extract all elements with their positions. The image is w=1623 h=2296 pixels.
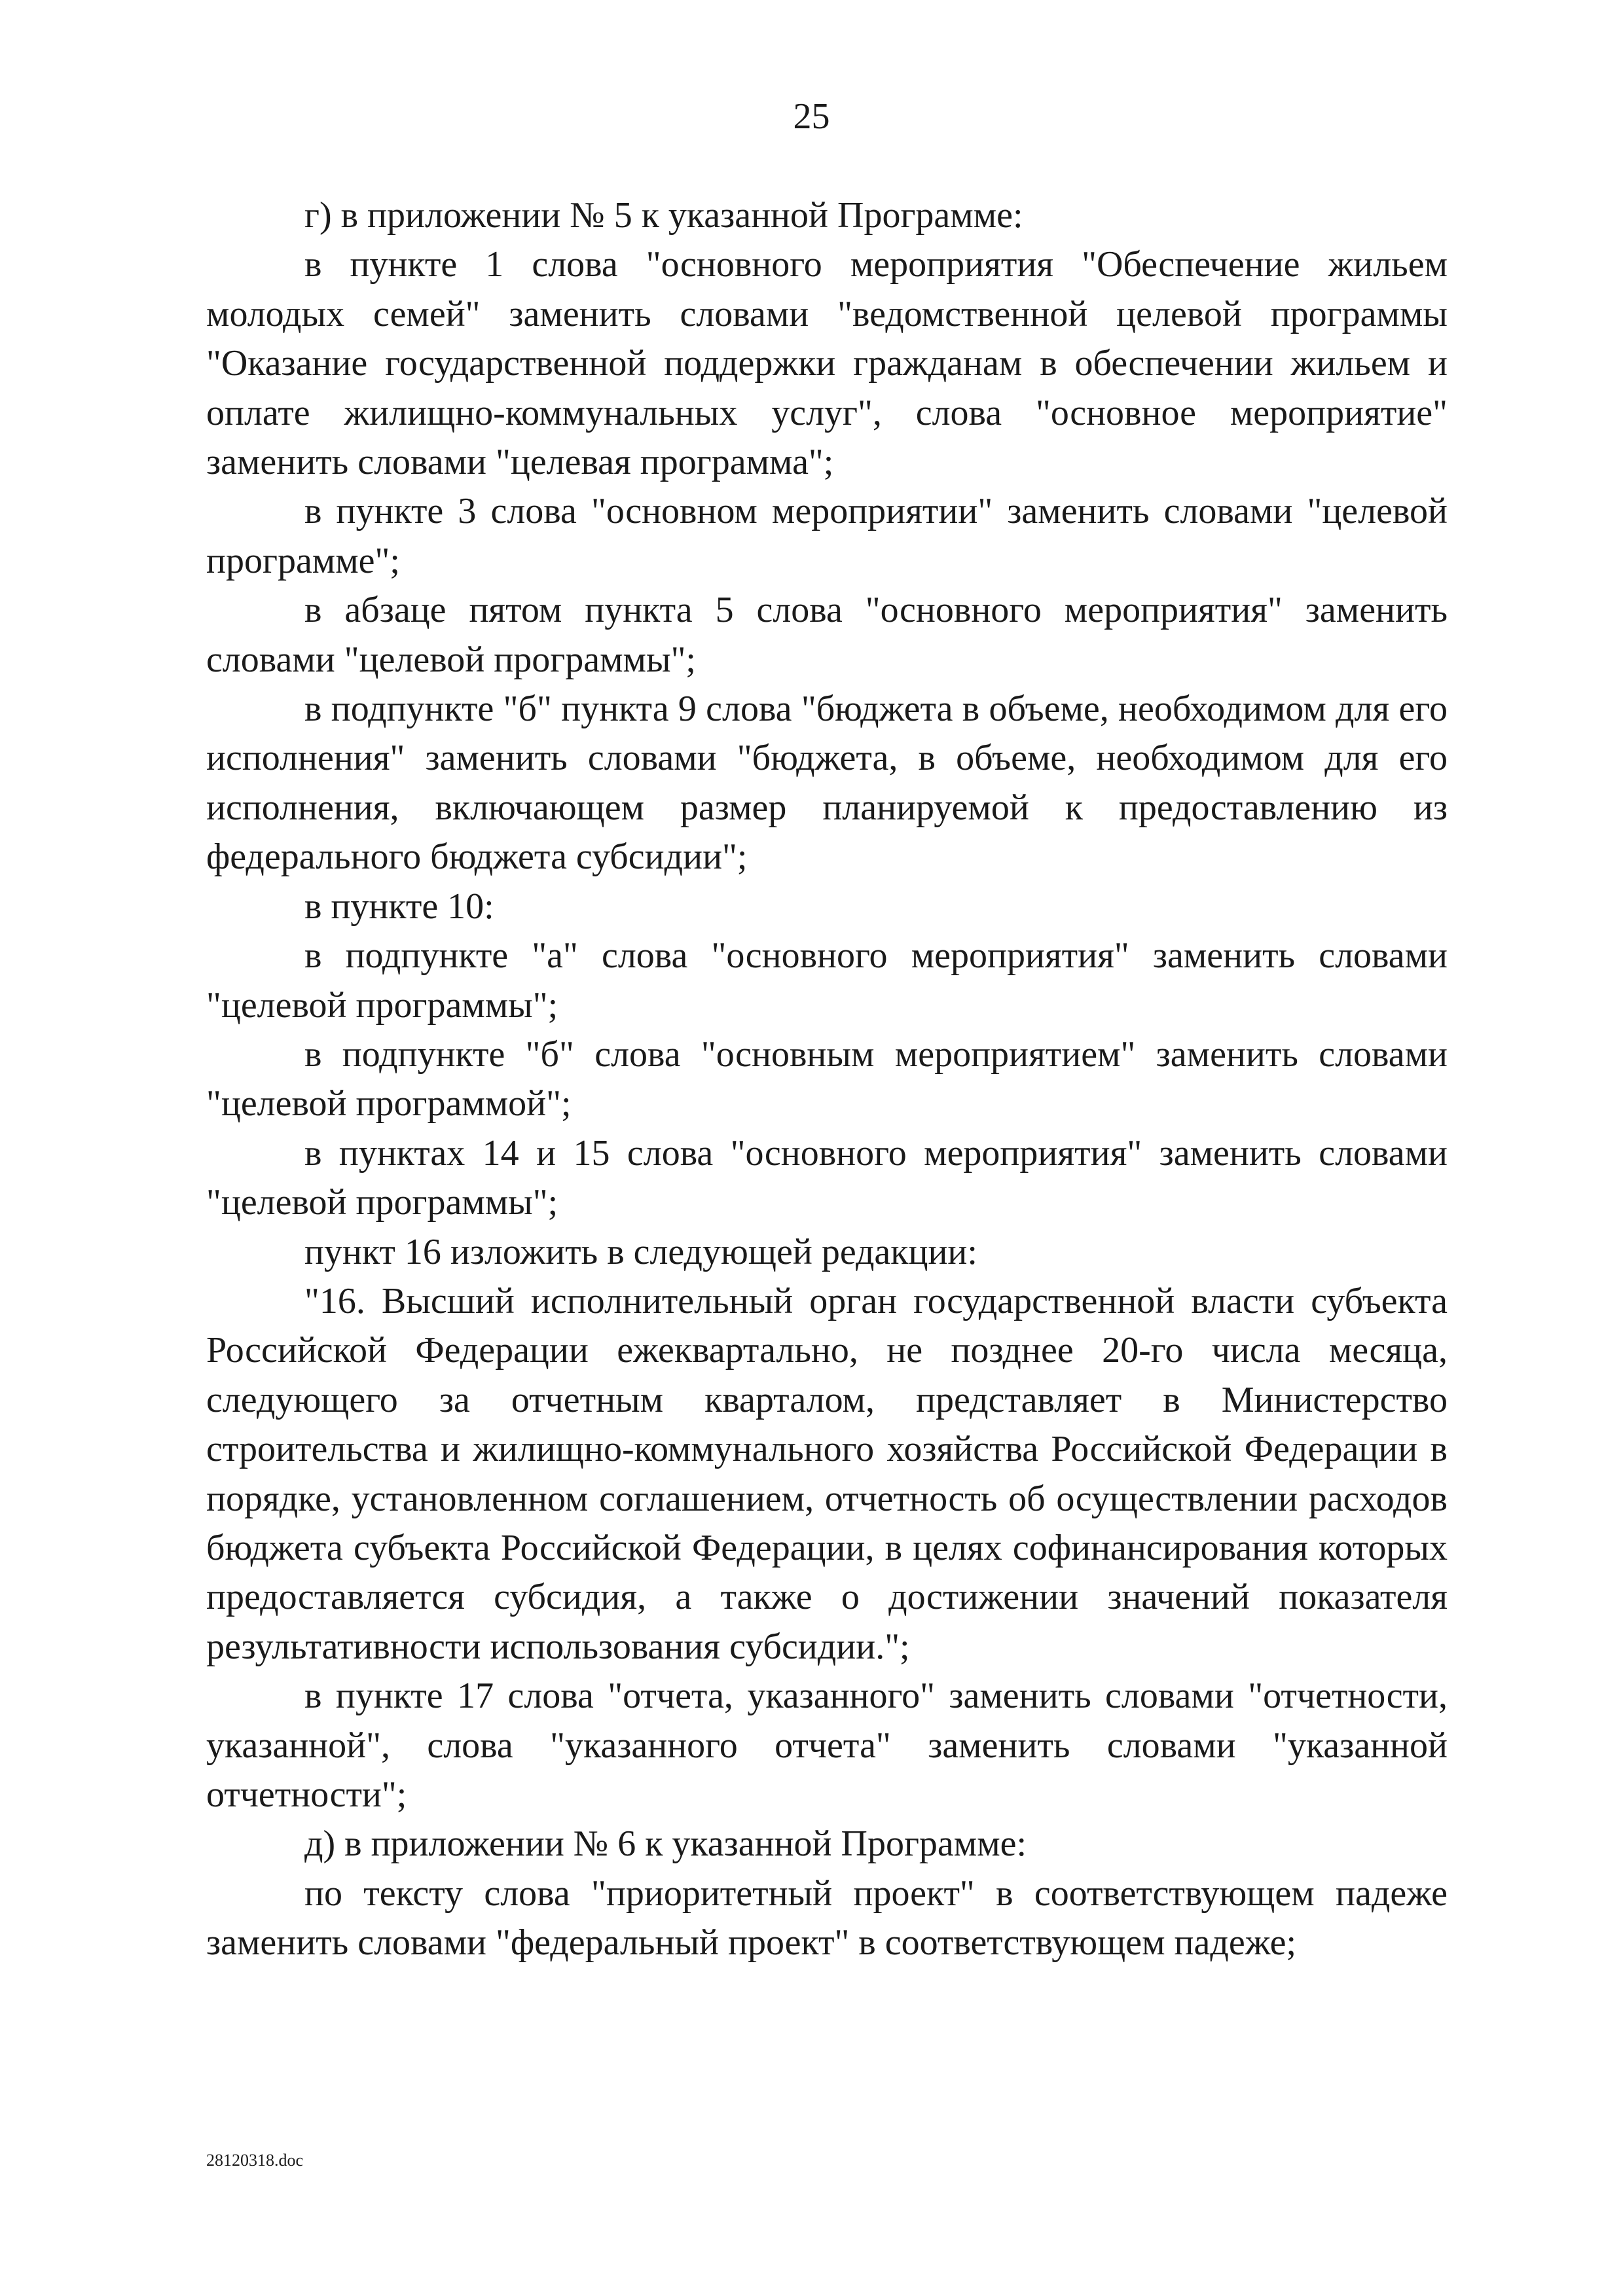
page-number: 25 [793,96,830,137]
paragraph: по тексту слова "приоритетный проект" в соответствующем падеже заменить словами "федеральный проект" в соответствующем падеже; [206,1873,1448,1964]
paragraph: в абзаце пятом пункта 5 слова "основного мероприятия" заменить словами "целевой программы"; [206,590,1448,680]
paragraph: в пункте 17 слова "отчета, указанного" заменить словами "отчетности, указанной", слова "указанного отчета" заменить словами "указанной отчетности"; [206,1676,1448,1815]
footer-filename: 28120318.doc [206,2151,304,2170]
paragraph: "16. Высший исполнительный орган государственной власти субъекта Российской Федерации ежеквартально, не позднее 20-го числа месяца, следующего за отчетным кварталом, представляет в Министерство строительства и жилищно-коммунального хозяйства Российской Федерации в порядке, установленном соглашением, отчетность об осуществлении расходов бюджета субъекта Российской Федерации, в целях софинансирования которых предоставляется субсидия, а также о достижении значений показателя результативности использования субсидии."; [206,1280,1448,1667]
paragraph: в пункте 1 слова "основного мероприятия "Обеспечение жильем молодых семей" заменить словами "ведомственной целевой программы "Оказание государственной поддержки гражданам в обеспечении жильем и оплате жилищно-коммунальных услуг", слова "основное мероприятие" заменить словами "целевая программа"; [206,244,1448,483]
paragraph: в пункте 3 слова "основном мероприятии" заменить словами "целевой программе"; [206,491,1448,581]
paragraph: в пунктах 14 и 15 слова "основного мероприятия" заменить словами "целевой программы"; [206,1132,1448,1223]
paragraph: в подпункте "а" слова "основного мероприятия" заменить словами "целевой программы"; [206,935,1448,1026]
paragraph: в пункте 10: [304,886,494,927]
paragraph: д) в приложении № 6 к указанной Программе: [304,1823,1027,1865]
paragraph: в подпункте "б" пункта 9 слова "бюджета в объеме, необходимом для его исполнения" заменить словами "бюджета, в объеме, необходимом для его исполнения, включающем размер планируемой к предоставлению из федерального бюджета субсидии"; [206,689,1448,878]
paragraph: г) в приложении № 5 к указанной Программе: [304,195,1023,236]
paragraph: в подпункте "б" слова "основным мероприятием" заменить словами "целевой программой"; [206,1033,1448,1124]
document-body [206,191,1448,1968]
paragraph: пункт 16 изложить в следующей редакции: [304,1231,977,1272]
